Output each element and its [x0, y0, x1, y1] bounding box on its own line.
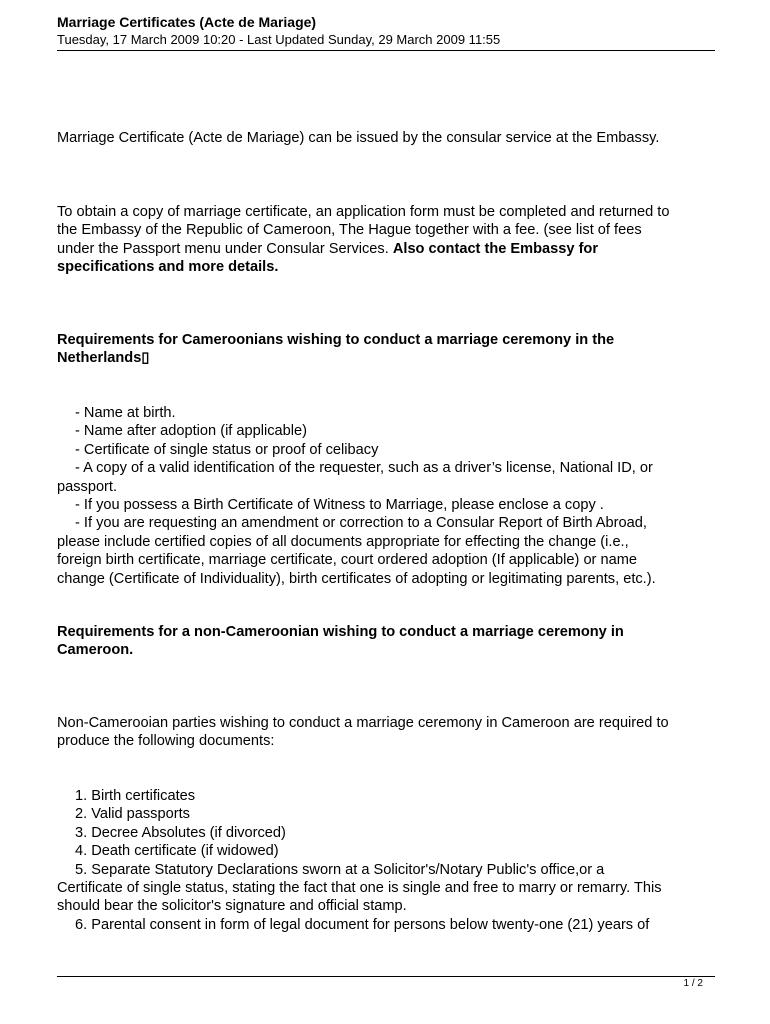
document-dates: Tuesday, 17 March 2009 10:20 - Last Updated Sunday, 29 March 2009 11:55 [57, 32, 501, 47]
contact-embassy-note: specifications and more details. [57, 259, 279, 276]
section1-heading-line: Requirements for Cameroonians wishing to conduct a marriage ceremony in the [57, 332, 615, 348]
section2-heading-line: Cameroon. [57, 642, 134, 659]
page-number: 1 / 2 [683, 978, 703, 989]
list-item: - Name at birth. [75, 405, 176, 421]
section2-paragraph [57, 714, 717, 751]
list-item: 1. Birth certificates [75, 788, 196, 804]
list-item: - If you possess a Birth Certificate of Witness to Marriage, please enclose a copy . [75, 496, 604, 513]
obtain-line: To obtain a copy of marriage certificate, an application form must be completed and returned to [57, 204, 670, 220]
obtain-line [57, 240, 717, 258]
obtain-line: the Embassy of the Republic of Cameroon, The Hague together with a fee. (see list of fees [57, 222, 642, 239]
list-item: 6. Parental consent in form of legal document for persons below twenty-one (21) years of [75, 916, 650, 933]
section2-text: Non-Camerooian parties wishing to conduct a marriage ceremony in Cameroon are required to [57, 715, 669, 731]
list-item: 3. Decree Absolutes (if divorced) [75, 824, 286, 841]
list-item: - If you are requesting an amendment or correction to a Consular Report of Birth Abroad, [75, 515, 647, 532]
obtain-paragraph [57, 203, 717, 277]
intro-text: Marriage Certificate (Acte de Mariage) can be issued by the consular service at the Embassy. [57, 130, 660, 146]
list-item-continuation: passport. [57, 478, 118, 495]
section1-heading-line: Netherlands▯ [57, 350, 150, 367]
header-divider [57, 50, 715, 51]
section1-heading [57, 331, 717, 368]
footer-divider [57, 976, 715, 977]
section2-list [57, 787, 717, 934]
document-title: Marriage Certificates (Acte de Mariage) [57, 14, 317, 30]
section2-heading-line: Requirements for a non-Cameroonian wishing to conduct a marriage ceremony in [57, 624, 624, 640]
list-item-continuation: Certificate of single status, stating the fact that one is single and free to marry or remarry. This [57, 879, 662, 896]
list-item: 2. Valid passports [75, 806, 190, 823]
section2-text: produce the following documents: [57, 733, 275, 750]
section1-list [57, 404, 717, 588]
list-item-continuation: please include certified copies of all documents appropriate for effecting the change (i.e., [57, 533, 629, 550]
obtain-line-text: under the Passport menu under Consular Services. [57, 240, 393, 257]
list-item: 5. Separate Statutory Declarations sworn at a Solicitor's/Notary Public's office,or a [75, 861, 605, 878]
list-item-continuation: change (Certificate of Individuality), birth certificates of adopting or legitimating parents, etc.). [57, 570, 656, 587]
list-item-continuation: foreign birth certificate, marriage certificate, court ordered adoption (If applicable) or name [57, 552, 637, 569]
contact-embassy-note: Also contact the Embassy for [392, 240, 599, 257]
list-item: - Certificate of single status or proof of celibacy [75, 441, 379, 458]
intro-paragraph [57, 129, 717, 147]
list-item-continuation: should bear the solicitor's signature and official stamp. [57, 898, 407, 915]
section2-heading [57, 623, 717, 660]
list-item: - Name after adoption (if applicable) [75, 423, 307, 440]
list-item: 4. Death certificate (if widowed) [75, 843, 279, 860]
list-item: - A copy of a valid identification of the requester, such as a driver’s license, National ID, or [75, 460, 653, 477]
